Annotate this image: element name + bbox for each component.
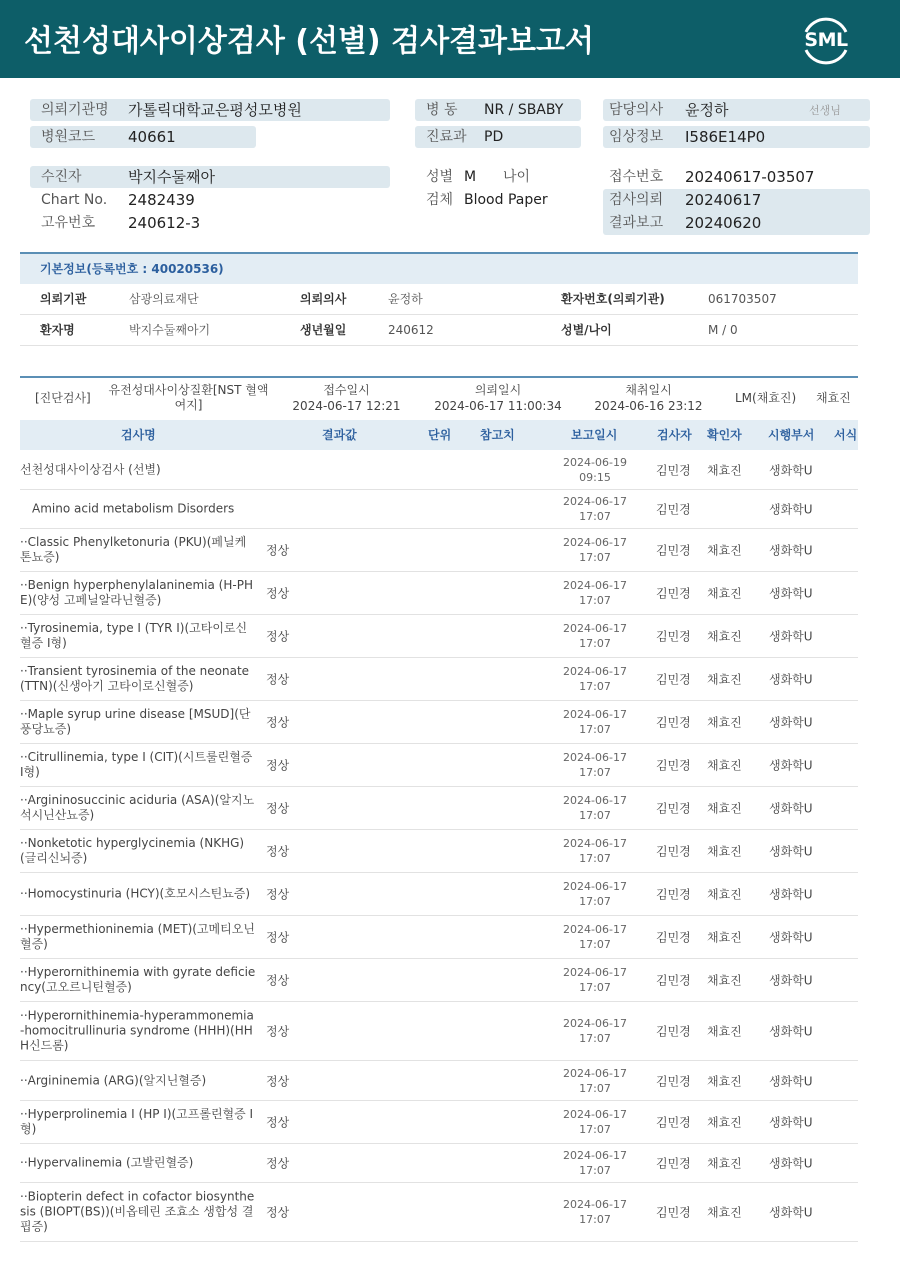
test-name: ··Argininosuccinic aciduria (ASA)(알지노석시닌산뇨증) — [20, 793, 255, 822]
collected-label: 채취일시 — [625, 383, 672, 397]
table-row — [20, 490, 858, 529]
tester-name: 김민경 — [656, 1156, 691, 1171]
patient-label: 수진자 — [41, 169, 82, 185]
confirmer-name: 채효진 — [707, 463, 742, 477]
results-table-body — [20, 450, 858, 1242]
summary-lm: LM(채효진) — [735, 391, 797, 405]
department: 생화학U — [769, 463, 813, 477]
result-value: 정상 — [266, 672, 290, 687]
report-label: 결과보고 — [609, 215, 664, 231]
summary-person: 채효진 — [816, 391, 851, 405]
table-row — [20, 658, 858, 701]
report-date: 2024-06-17 17:07 — [563, 966, 627, 994]
test-name: ··Hyperornithinemia with gyrate deficiency(고오르니틴혈증) — [20, 965, 256, 994]
test-name: ··Hypervalinemia (고발린혈증) — [20, 1155, 194, 1170]
report-date: 2024-06-17 17:07 — [563, 1149, 627, 1177]
test-summary — [20, 376, 858, 420]
tester-name: 김민경 — [656, 930, 691, 945]
result-value: 정상 — [266, 715, 290, 730]
department: 생화학U — [769, 715, 813, 730]
test-name: ··Homocystinuria (HCY)(호모시스틴뇨증) — [20, 886, 251, 901]
department: 생화학U — [769, 758, 813, 773]
table-row — [20, 744, 858, 787]
ward-value: NR / SBABY — [484, 102, 564, 118]
result-value: 정상 — [266, 887, 290, 902]
report-date: 2024-06-17 17:07 — [563, 495, 627, 523]
tester-name: 김민경 — [656, 758, 691, 773]
table-row — [20, 959, 858, 1002]
basic-info — [20, 252, 858, 346]
sml-logo — [798, 12, 854, 68]
result-value: 정상 — [266, 1074, 290, 1088]
table-row — [20, 1183, 858, 1242]
test-name: Amino acid metabolism Disorders — [32, 501, 235, 516]
basic-info-title: 기본정보(등록번호 : 40020536) — [20, 252, 858, 284]
test-name: ··Transient tyrosinemia of the neonate (TTN)(신생아기 고타이로신혈증) — [20, 664, 250, 693]
table-row — [20, 916, 858, 959]
doctor-value: 윤정하 — [685, 101, 729, 119]
result-value: 정상 — [266, 973, 290, 988]
unique-value: 240612-3 — [128, 214, 201, 232]
result-value: 정상 — [266, 844, 290, 859]
table-row — [20, 701, 858, 744]
report-value: 20240620 — [685, 214, 762, 232]
table-row — [20, 450, 858, 490]
test-name: ··Hypermethioninemia (MET)(고메티오닌혈증) — [20, 922, 255, 951]
test-name: ··Hyperornithinemia-hyperammonemia-homocitrullinuria syndrome (HHH)(HHH신드롬) — [20, 1008, 254, 1053]
department: 생화학U — [769, 672, 813, 687]
confirmer-name: 채효진 — [707, 973, 742, 988]
tester-name: 김민경 — [656, 543, 691, 558]
col-header-ref: 참고치 — [480, 428, 515, 442]
tester-name: 김민경 — [656, 1115, 691, 1130]
basic-label: 환자명 — [40, 323, 75, 337]
basic-label: 성별/나이 — [561, 323, 612, 337]
department: 생화학U — [769, 586, 813, 601]
confirmer-name: 채효진 — [707, 844, 742, 859]
table-row — [20, 830, 858, 873]
summary-category: [진단검사] — [35, 391, 91, 405]
table-row — [20, 615, 858, 658]
request-value: 20240617 — [685, 191, 762, 209]
requested-value: 2024-06-17 11:00:34 — [434, 399, 562, 413]
specimen-label: 검체 — [426, 192, 454, 208]
col-header-name: 검사명 — [121, 428, 156, 442]
test-name: ··Argininemia (ARG)(알지닌혈증) — [20, 1073, 207, 1087]
confirmer-name: 채효진 — [707, 1205, 742, 1220]
report-date: 2024-06-17 17:07 — [563, 1017, 627, 1045]
test-name: ··Hyperprolinemia I (HP I)(고프롤린혈증 I형) — [20, 1107, 254, 1136]
tester-name: 김민경 — [656, 844, 691, 859]
result-value: 정상 — [266, 930, 290, 945]
specimen-value: Blood Paper — [464, 192, 548, 208]
report-date: 2024-06-19 09:15 — [563, 455, 627, 484]
result-value: 정상 — [266, 543, 290, 558]
dept-label: 진료과 — [426, 129, 467, 145]
report-date: 2024-06-17 17:07 — [563, 1066, 627, 1095]
clinical-value: I586E14P0 — [685, 128, 766, 146]
department: 생화학U — [769, 887, 813, 902]
logo-text: SML — [804, 29, 848, 51]
report-title: 선천성대사이상검사 (선별) 검사결과보고서 — [24, 24, 594, 59]
confirmer-name: 채효진 — [707, 543, 742, 558]
report-date: 2024-06-17 17:07 — [563, 880, 627, 908]
col-header-result: 결과값 — [322, 428, 357, 442]
basic-value: 박지수둘째아기 — [129, 323, 211, 337]
tester-name: 김민경 — [656, 801, 691, 816]
report-header — [0, 0, 900, 78]
basic-row-2 — [20, 315, 858, 346]
table-row — [20, 1061, 858, 1101]
unique-label: 고유번호 — [41, 215, 96, 231]
requested-label: 의뢰일시 — [474, 383, 522, 397]
table-row — [20, 529, 858, 572]
doctor-suffix: 선생님 — [809, 104, 841, 117]
chart-value: 2482439 — [128, 191, 195, 209]
tester-name: 김민경 — [656, 502, 691, 517]
table-row — [20, 1101, 858, 1144]
test-name: ··Tyrosinemia, type I (TYR I)(고타이로신혈증 I형) — [20, 621, 248, 650]
test-name: ··Classic Phenylketonuria (PKU)(페닐케톤뇨증) — [20, 535, 247, 564]
hospital-value: 가톨릭대학교은평성모병원 — [128, 101, 302, 119]
hospcode-value: 40661 — [128, 128, 176, 146]
table-row — [20, 1002, 858, 1061]
confirmer-name: 채효진 — [707, 586, 742, 601]
table-row — [20, 572, 858, 615]
received-value: 2024-06-17 12:21 — [292, 399, 401, 413]
test-name: 선천성대사이상검사 (선별) — [20, 462, 161, 476]
table-row — [20, 873, 858, 916]
report-date: 2024-06-17 17:07 — [563, 579, 627, 607]
confirmer-name: 채효진 — [707, 715, 742, 730]
sex-value: M — [464, 169, 477, 185]
basic-value: 윤정하 — [388, 292, 423, 306]
tester-name: 김민경 — [656, 586, 691, 601]
department: 생화학U — [769, 1074, 813, 1088]
test-name: ··Benign hyperphenylalaninemia (H-PHE)(양성 고페닐알라닌혈증) — [20, 578, 253, 607]
collected-value: 2024-06-16 23:12 — [594, 399, 703, 413]
department: 생화학U — [769, 629, 813, 644]
col-header-dept: 시행부서 — [768, 428, 815, 442]
result-value: 정상 — [266, 1156, 290, 1171]
chart-label: Chart No. — [41, 192, 108, 208]
basic-label: 생년월일 — [300, 323, 347, 337]
test-name: ··Maple syrup urine disease [MSUD](단풍당뇨증) — [20, 707, 251, 736]
ward-label: 병 동 — [426, 102, 458, 118]
col-header-format: 서식 — [834, 428, 858, 442]
confirmer-name: 채효진 — [707, 1024, 742, 1039]
report-date: 2024-06-17 17:07 — [563, 1108, 627, 1136]
confirmer-name: 채효진 — [707, 887, 742, 902]
basic-label: 환자번호(의뢰기관) — [561, 292, 665, 306]
confirmer-name: 채효진 — [707, 801, 742, 816]
report-date: 2024-06-17 17:07 — [563, 837, 627, 865]
result-value: 정상 — [266, 629, 290, 644]
tester-name: 김민경 — [656, 973, 691, 988]
report-date: 2024-06-17 17:07 — [563, 622, 627, 650]
department: 생화학U — [769, 930, 813, 945]
table-row — [20, 787, 858, 830]
col-header-confirmer: 확인자 — [707, 428, 742, 442]
report-date: 2024-06-17 17:07 — [563, 923, 627, 951]
basic-value: M / 0 — [708, 323, 738, 337]
department: 생화학U — [769, 1156, 813, 1171]
result-value: 정상 — [266, 801, 290, 816]
table-row — [20, 1144, 858, 1183]
received-label: 접수일시 — [323, 383, 370, 397]
hospital-label: 의뢰기관명 — [41, 102, 109, 118]
report-date: 2024-06-17 17:07 — [563, 751, 627, 779]
summary-disease: 유전성대사이상질환[NST 혈액여지] — [108, 383, 269, 412]
department: 생화학U — [769, 1115, 813, 1130]
confirmer-name: 채효진 — [707, 1115, 742, 1130]
department: 생화학U — [769, 502, 813, 517]
doctor-label: 담당의사 — [609, 102, 664, 118]
report-date: 2024-06-17 17:07 — [563, 536, 627, 564]
basic-value: 240612 — [388, 323, 434, 337]
receipt-label: 접수번호 — [609, 169, 664, 185]
report-date: 2024-06-17 17:07 — [563, 665, 627, 693]
tester-name: 김민경 — [656, 715, 691, 730]
department: 생화학U — [769, 543, 813, 558]
department: 생화학U — [769, 801, 813, 816]
department: 생화학U — [769, 1205, 813, 1220]
patient-value: 박지수둘째아 — [128, 168, 215, 186]
department: 생화학U — [769, 1024, 813, 1039]
tester-name: 김민경 — [656, 1074, 691, 1088]
test-name: ··Citrullinemia, type I (CIT)(시트룰린혈증 I형) — [20, 750, 253, 779]
report-date: 2024-06-17 17:07 — [563, 708, 627, 736]
col-header-tester: 검사자 — [657, 428, 692, 442]
tester-name: 김민경 — [656, 1024, 691, 1039]
tester-name: 김민경 — [656, 629, 691, 644]
tester-name: 김민경 — [656, 887, 691, 902]
result-value: 정상 — [266, 1205, 290, 1220]
test-name: ··Nonketotic hyperglycinemia (NKHG)(글리신뇌증) — [20, 836, 245, 865]
test-name: ··Biopterin defect in cofactor biosynthesis (BIOPT(BS))(비옵테린 조효소 생합성 결핍증) — [20, 1189, 255, 1234]
hospcode-label: 병원코드 — [41, 129, 96, 145]
clinical-label: 임상정보 — [609, 129, 664, 145]
results-table-header — [20, 420, 858, 450]
result-value: 정상 — [266, 758, 290, 773]
age-label: 나이 — [503, 169, 531, 185]
report-date: 2024-06-17 17:07 — [563, 794, 627, 822]
confirmer-name: 채효진 — [707, 672, 742, 687]
confirmer-name: 채효진 — [707, 930, 742, 945]
basic-value: 061703507 — [708, 292, 777, 306]
sex-label: 성별 — [426, 169, 454, 185]
col-header-unit: 단위 — [428, 428, 452, 442]
basic-row-1 — [20, 284, 858, 315]
result-value: 정상 — [266, 586, 290, 601]
report-date: 2024-06-17 17:07 — [563, 1198, 627, 1226]
department: 생화학U — [769, 844, 813, 859]
result-value: 정상 — [266, 1115, 290, 1130]
basic-label: 의뢰기관 — [40, 292, 87, 306]
result-value: 정상 — [266, 1024, 290, 1039]
confirmer-name: 채효진 — [707, 758, 742, 773]
dept-value: PD — [484, 129, 504, 145]
tester-name: 김민경 — [656, 463, 691, 477]
basic-value: 삼광의료재단 — [129, 292, 199, 306]
tester-name: 김민경 — [656, 1205, 691, 1220]
col-header-date: 보고일시 — [571, 428, 618, 442]
confirmer-name: 채효진 — [707, 1156, 742, 1171]
confirmer-name: 채효진 — [707, 629, 742, 644]
basic-label: 의뢰의사 — [300, 292, 347, 306]
request-label: 검사의뢰 — [609, 192, 664, 208]
department: 생화학U — [769, 973, 813, 988]
tester-name: 김민경 — [656, 672, 691, 687]
confirmer-name: 채효진 — [707, 1074, 742, 1088]
receipt-value: 20240617-03507 — [685, 168, 815, 186]
